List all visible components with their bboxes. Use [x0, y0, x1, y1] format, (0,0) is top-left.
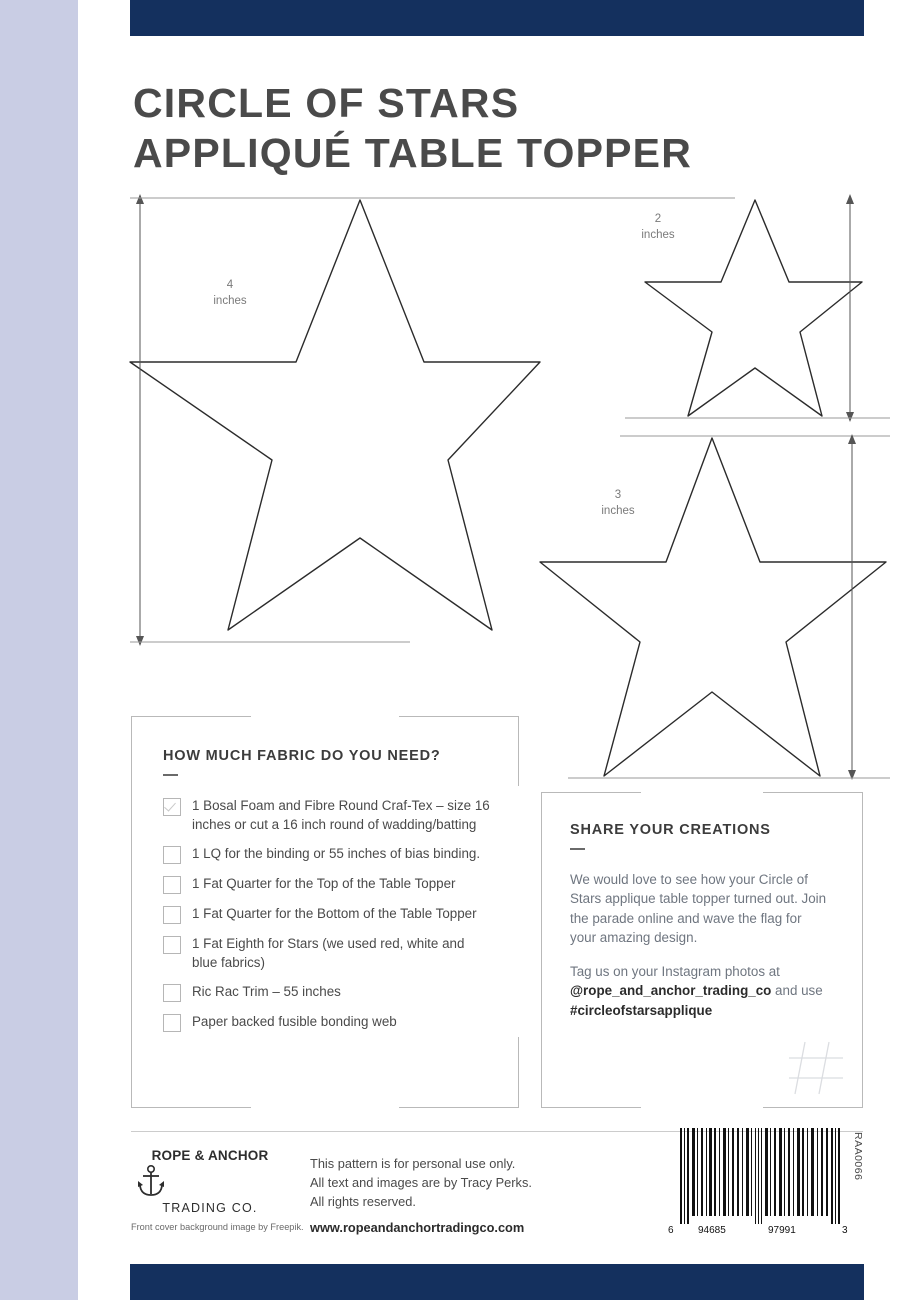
share-panel-heading: SHARE YOUR CREATIONS	[570, 822, 771, 838]
share-paragraph-2	[570, 962, 830, 1020]
checkbox-icon[interactable]	[163, 1014, 181, 1032]
barcode-group-1: 94685	[698, 1225, 726, 1236]
checkbox-icon[interactable]	[163, 846, 181, 864]
share-panel-body	[570, 870, 830, 1034]
barcode-bars	[680, 1128, 840, 1224]
anchor-icon	[136, 1164, 284, 1198]
copyright-line-2: All text and images are by Tracy Perks.	[310, 1174, 532, 1190]
star-2-size-value: 2	[654, 213, 662, 225]
star-4-size-unit: inches	[213, 294, 247, 307]
sku-code: RAA0066	[852, 1132, 864, 1181]
fabric-item-label: 1 Fat Quarter for the Bottom of the Table Topper	[192, 906, 477, 922]
title-line-2: APPLIQUÉ TABLE TOPPER	[133, 130, 693, 177]
list-item[interactable]	[163, 904, 493, 924]
instagram-handle: @rope_and_anchor_trading_co	[570, 983, 772, 999]
star-3-size-value: 3	[614, 489, 622, 501]
navy-bar-bottom	[130, 1264, 864, 1300]
star-3-size-unit: inches	[601, 504, 635, 517]
logo-top-text: ROPE & ANCHOR	[151, 1148, 269, 1163]
copyright-line-3: All rights reserved.	[310, 1193, 416, 1209]
hashtag-label: #circleofstarsapplique	[570, 1002, 713, 1018]
hashtag-icon	[785, 1036, 849, 1100]
star-2-size-unit: inches	[641, 228, 675, 241]
fabric-requirements-panel	[131, 716, 519, 1108]
checkbox-icon[interactable]	[163, 984, 181, 1002]
page-title	[133, 78, 873, 178]
barcode	[668, 1128, 864, 1246]
fabric-item-label: Paper backed fusible bonding web	[192, 1014, 397, 1030]
website-link[interactable]: www.ropeandanchortradingco.com	[310, 1219, 525, 1235]
star-4-inch-shape	[130, 200, 540, 630]
fabric-panel-heading: HOW MUCH FABRIC DO YOU NEED?	[163, 748, 441, 764]
logo-bottom-text: TRADING CO.	[162, 1201, 258, 1215]
checkbox-icon[interactable]	[163, 798, 181, 816]
list-item[interactable]	[163, 1012, 493, 1032]
barcode-left-digit: 6	[668, 1225, 674, 1236]
fabric-list	[163, 796, 493, 1042]
navy-bar-top	[130, 0, 864, 36]
fabric-heading-rule	[163, 774, 178, 776]
list-item[interactable]	[163, 982, 493, 1002]
copyright-line-1: This pattern is for personal use only.	[310, 1156, 516, 1171]
star-4-inch-dimension	[190, 278, 270, 309]
share-tag-prefix: Tag us on your Instagram photos at	[570, 963, 780, 979]
barcode-right-digit: 3	[842, 1225, 848, 1236]
list-item[interactable]	[163, 874, 493, 894]
share-paragraph-1: We would love to see how your Circle of Stars applique table topper turned out. Join the parade online and wave the flag for your amazing design.	[570, 872, 827, 946]
fabric-item-label: 1 Fat Eighth for Stars (we used red, white and blue fabrics)	[192, 936, 465, 971]
share-heading-rule	[570, 848, 585, 850]
image-credit: Front cover background image by Freepik.	[131, 1222, 304, 1232]
list-item[interactable]	[163, 844, 493, 864]
list-item[interactable]	[163, 934, 493, 972]
star-4-size-value: 4	[226, 279, 234, 291]
star-templates-area	[0, 190, 920, 790]
fabric-item-label: 1 LQ for the binding or 55 inches of bias binding.	[192, 846, 481, 862]
checkbox-icon[interactable]	[163, 906, 181, 924]
star-3-inch-dimension	[578, 488, 658, 519]
barcode-group-2: 97991	[768, 1225, 796, 1236]
fabric-item-label: 1 Fat Quarter for the Top of the Table Topper	[192, 876, 456, 892]
share-creations-panel	[541, 792, 863, 1108]
fabric-item-label: Ric Rac Trim – 55 inches	[192, 984, 341, 1000]
star-diagrams	[0, 190, 920, 790]
star-2-inch-dimension	[618, 212, 698, 243]
list-item[interactable]	[163, 796, 493, 834]
brand-logo	[136, 1148, 284, 1215]
checkbox-icon[interactable]	[163, 876, 181, 894]
title-line-1: CIRCLE OF STARS	[133, 80, 520, 126]
checkbox-icon[interactable]	[163, 936, 181, 954]
share-tag-middle: and use	[771, 983, 823, 999]
fabric-item-label: 1 Bosal Foam and Fibre Round Craf-Tex – size 16 inches or cut a 16 inch round of wadding/batting	[192, 798, 490, 833]
copyright-block	[310, 1155, 532, 1238]
